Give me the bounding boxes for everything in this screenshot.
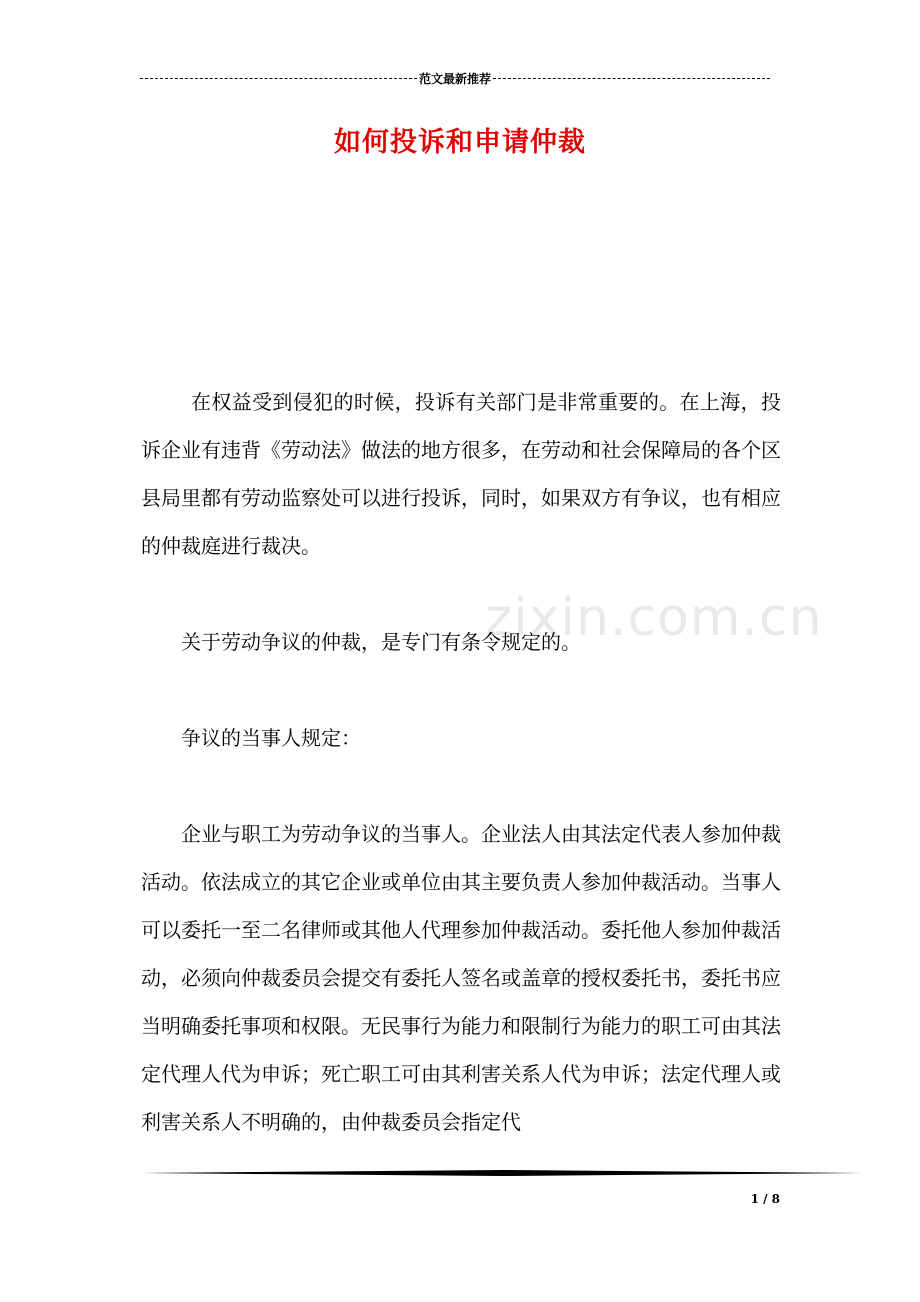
paragraph-2: 关于劳动争议的仲裁，是专门有条令规定的。: [181, 630, 581, 654]
header-label: 范文最新推荐: [419, 71, 492, 86]
paragraph-4: 企业与职工为劳动争议的当事人。企业法人由其法定代表人参加仲裁活动。依法成立的其它企业或单位由其主要负责人参加仲裁活动。当事人可以委托一至二名律师或其他人代理参加仲裁活动。委托他人参加仲裁活动，必须向仲裁委员会提交有委托人签名或盖章的授权委托书，委托书应当明确委托事项和权限。无民事行为能力和限制行为能力的职工可由其法定代理人代为申诉；死亡职工可由其利害关系人代为申诉；法定代理人或利害关系人不明确的，由仲裁委员会指定代: [141, 822, 781, 1134]
document-body: [141, 378, 781, 1146]
footer-rule-graphic: [140, 1170, 864, 1176]
paragraph-spacer: [141, 762, 781, 810]
watermark: zixin.com.cn: [485, 588, 823, 648]
paragraph-3: 争议的当事人规定：: [181, 726, 361, 750]
page-number: 1 / 8: [750, 1192, 780, 1206]
page-header: [140, 68, 770, 88]
document-title: 如何投诉和申请仲裁: [334, 127, 586, 158]
paragraph-spacer: [141, 666, 781, 714]
paragraph-spacer: [141, 570, 781, 618]
header-dash-left: [140, 78, 417, 79]
footer-rule: [140, 1170, 864, 1176]
paragraph-1: 在权益受到侵犯的时候，投诉有关部门是非常重要的。在上海，投诉企业有违背《劳动法》做法的地方很多，在劳动和社会保障局的各个区县局里都有劳动监察处可以进行投诉，同时，如果双方有争议，也有相应的仲裁庭进行裁决。: [141, 390, 781, 558]
header-dash-right: [493, 78, 770, 79]
